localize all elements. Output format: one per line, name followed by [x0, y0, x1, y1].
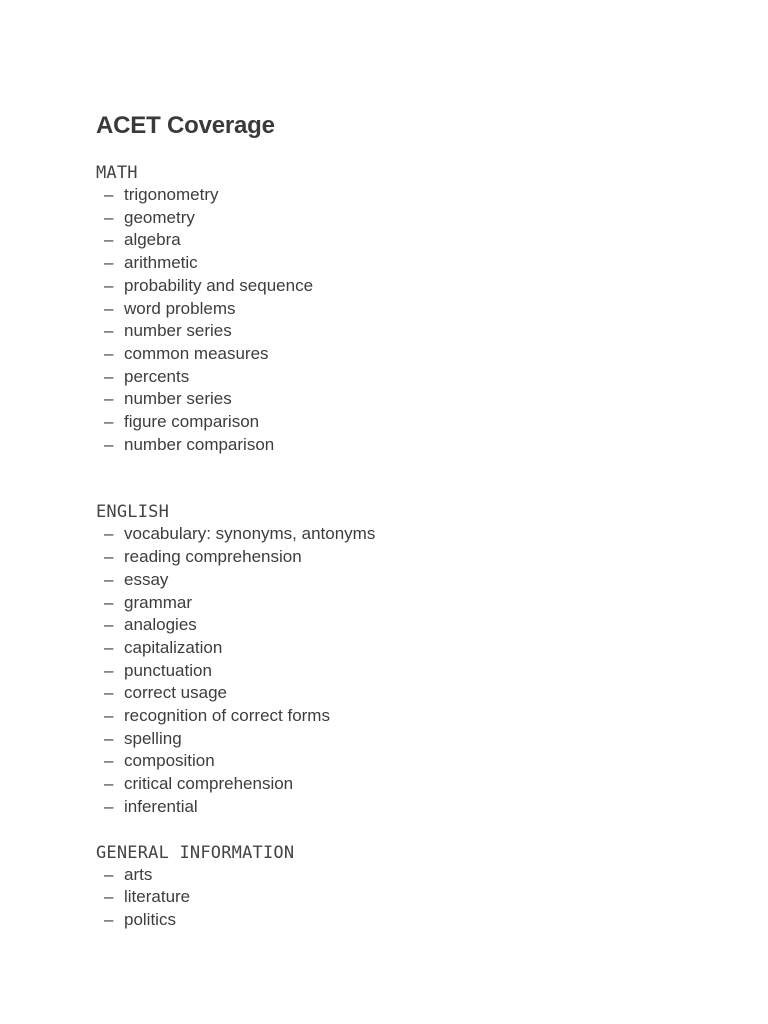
list-item-label: literature	[124, 887, 191, 907]
dash-bullet: –	[104, 207, 114, 227]
list-item	[96, 864, 716, 887]
dash-bullet: –	[104, 524, 114, 544]
general-information-topic-list	[96, 864, 716, 932]
list-item	[96, 275, 716, 298]
list-item-label: algebra	[124, 230, 181, 250]
english-topic-list	[96, 523, 716, 818]
list-item-label: probability and sequence	[124, 275, 314, 295]
list-item	[96, 252, 716, 275]
math-topic-list	[96, 184, 716, 456]
list-item	[96, 320, 716, 343]
section-general-information	[96, 842, 716, 932]
dash-bullet: –	[104, 321, 114, 341]
list-item-label: capitalization	[124, 637, 223, 657]
list-item-label: number series	[124, 321, 232, 341]
list-item-label: inferential	[124, 796, 198, 816]
list-item	[96, 546, 716, 569]
dash-bullet: –	[104, 275, 114, 295]
dash-bullet: –	[104, 434, 114, 454]
dash-bullet: –	[104, 615, 114, 635]
list-item-label: correct usage	[124, 683, 227, 703]
list-item	[96, 434, 716, 457]
list-item	[96, 388, 716, 411]
section-english	[96, 501, 716, 818]
list-item	[96, 796, 716, 819]
list-item-label: arts	[124, 864, 153, 884]
list-item	[96, 229, 716, 252]
document-page	[96, 108, 716, 932]
dash-bullet: –	[104, 343, 114, 363]
dash-bullet: –	[104, 796, 114, 816]
list-item-label: reading comprehension	[124, 547, 302, 567]
list-item	[96, 660, 716, 683]
list-item-label: analogies	[124, 615, 197, 635]
list-item-label: number series	[124, 389, 232, 409]
dash-bullet: –	[104, 728, 114, 748]
dash-bullet: –	[104, 366, 114, 386]
list-item	[96, 366, 716, 389]
list-item-label: composition	[124, 751, 215, 771]
dash-bullet: –	[104, 751, 114, 771]
list-item	[96, 184, 716, 207]
list-item	[96, 909, 716, 932]
list-item	[96, 207, 716, 230]
dash-bullet: –	[104, 230, 114, 250]
dash-bullet: –	[104, 592, 114, 612]
list-item-label: essay	[124, 569, 169, 589]
list-item	[96, 411, 716, 434]
section-heading-general-information: GENERAL INFORMATION	[96, 842, 295, 863]
list-item-label: word problems	[124, 298, 236, 318]
list-item	[96, 614, 716, 637]
dash-bullet: –	[104, 412, 114, 432]
list-item	[96, 773, 716, 796]
list-item	[96, 886, 716, 909]
dash-bullet: –	[104, 547, 114, 567]
list-item-label: spelling	[124, 728, 182, 748]
section-heading-math: MATH	[96, 163, 138, 183]
list-item	[96, 343, 716, 366]
list-item-label: politics	[124, 909, 176, 929]
list-item-label: punctuation	[124, 660, 212, 680]
dash-bullet: –	[104, 683, 114, 703]
list-item	[96, 750, 716, 773]
list-item-label: number comparison	[124, 434, 275, 454]
list-item	[96, 592, 716, 615]
list-item	[96, 637, 716, 660]
dash-bullet: –	[104, 909, 114, 929]
list-item	[96, 569, 716, 592]
dash-bullet: –	[104, 706, 114, 726]
list-item-label: arithmetic	[124, 253, 198, 273]
list-item	[96, 705, 716, 728]
list-item-label: percents	[124, 366, 190, 386]
list-item-label: common measures	[124, 343, 269, 363]
list-item	[96, 728, 716, 751]
dash-bullet: –	[104, 774, 114, 794]
section-heading-english: ENGLISH	[96, 502, 170, 523]
list-item-label: trigonometry	[124, 185, 219, 204]
section-math	[96, 162, 716, 456]
dash-bullet: –	[104, 389, 114, 409]
dash-bullet: –	[104, 253, 114, 273]
dash-bullet: –	[104, 887, 114, 907]
list-item	[96, 682, 716, 705]
list-item-label: vocabulary: synonyms, antonyms	[124, 524, 376, 544]
dash-bullet: –	[104, 637, 114, 657]
list-item	[96, 523, 716, 546]
list-item-label: figure comparison	[124, 412, 260, 432]
dash-bullet: –	[104, 298, 114, 318]
list-item-label: recognition of correct forms	[124, 706, 330, 726]
dash-bullet: –	[104, 185, 114, 204]
list-item-label: grammar	[124, 592, 193, 612]
list-item-label: critical comprehension	[124, 774, 294, 794]
list-item	[96, 298, 716, 321]
dash-bullet: –	[104, 569, 114, 589]
page-title: ACET Coverage	[96, 112, 275, 139]
dash-bullet: –	[104, 864, 114, 884]
dash-bullet: –	[104, 660, 114, 680]
list-item-label: geometry	[124, 207, 195, 227]
